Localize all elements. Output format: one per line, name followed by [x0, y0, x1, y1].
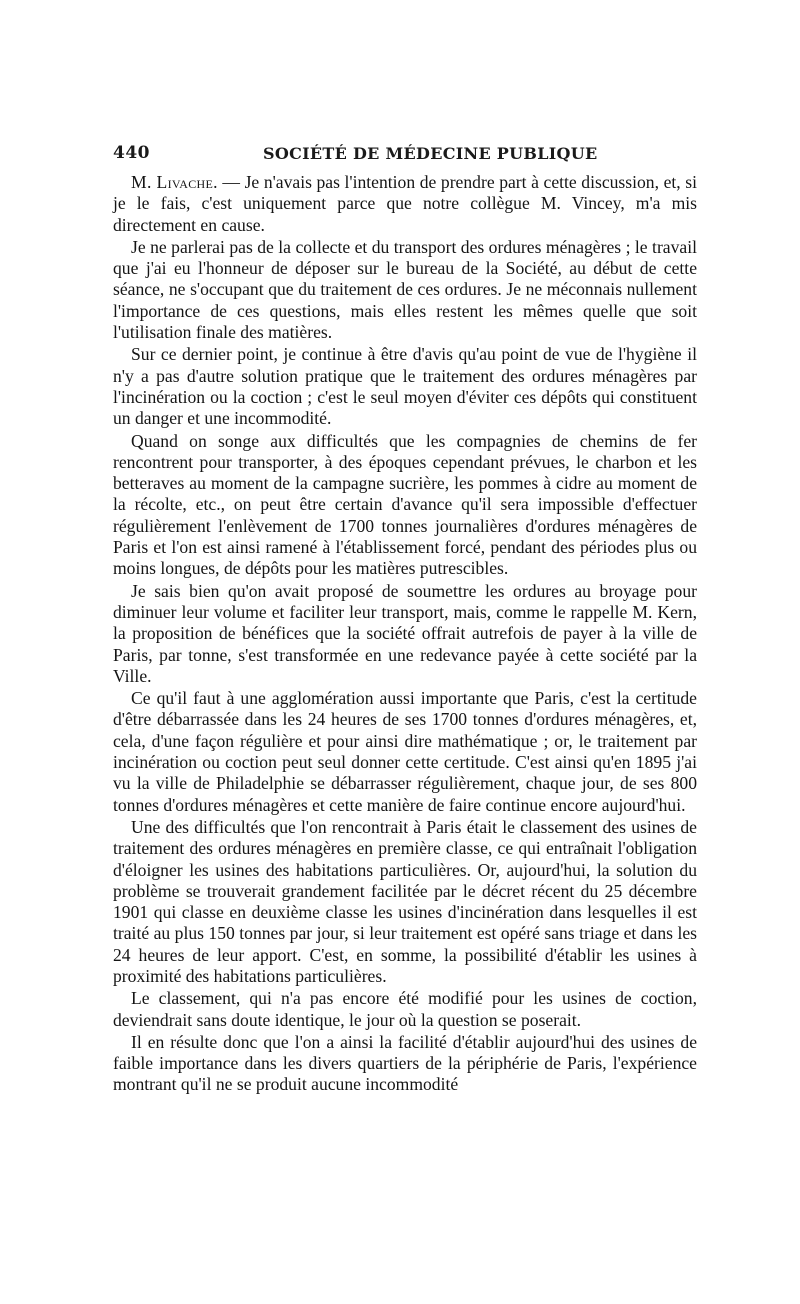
paragraph-1-text: — Je n'avais pas l'intention de prendre part à cette discussion, et, si je le fais, c'est uniquement parce que notre collègue M. Vincey, m'a mis directement en cause. [113, 172, 697, 235]
paragraph-4: Quand on songe aux difficultés que les compagnies de chemins de fer rencontrent pour transporter, à des époques cependant prévues, le charbon et les betteraves au moment de la campagne sucrière, les pommes à cidre au moment de la récolte, etc., on peut être certain d'avance qu'il sera impossible d'effectuer régulièrement l'enlèvement de 1700 tonnes journalières d'ordures ménagères de Paris et l'on est ainsi ramené à l'établissement forcé, pendant des périodes plus ou moins longues, de dépôts pour les matières putrescibles. [113, 430, 697, 579]
paragraph-5: Je sais bien qu'on avait proposé de soumettre les ordures au broyage pour diminuer leur volume et faciliter leur transport, mais, comme le rappelle M. Kern, la proposition de bénéfices que la société offrait autrefois de payer à la ville de Paris, par tonne, s'est transformée en une redevance payée à cette société par la Ville. [113, 580, 697, 686]
paragraph-1 [113, 172, 697, 236]
paragraph-2: Je ne parlerai pas de la collecte et du transport des ordures ménagères ; le travail que j'ai eu l'honneur de déposer sur le bureau de la Société, au début de cette séance, ne s'occupant que du traitement de ces ordures. Je ne méconnais nullement l'importance de ces questions, mais elles restent les mêmes quelle que soit l'utilisation finale des matières. [113, 236, 697, 343]
paragraph-8: Le classement, qui n'a pas encore été modifié pour les usines de coction, deviendrait sans doute identique, le jour où la question se poserait. [113, 988, 697, 1030]
body-text [113, 172, 697, 1097]
paragraph-3: Sur ce dernier point, je continue à être d'avis qu'au point de vue de l'hygiène il n'y a pas d'autre solution pratique que le traitement des ordures ménagères par l'incinération ou la coction ; c'est le seul moyen d'éviter ces dépôts qui constituent un danger et une incommodité. [113, 344, 697, 429]
paragraph-7: Une des difficultés que l'on rencontrait à Paris était le classement des usines de traitement des ordures ménagères en première classe, ce qui entraînait l'obligation d'éloigner les usines des habitations particulières. Or, aujourd'hui, la solution du problème se trouverait grandement facilitée par le décret récent du 25 décembre 1901 qui classe en deuxième classe les usines d'incinération dans lesquelles il est traité au plus 150 tonnes par jour, si leur traitement est opéré sans triage et dans les 24 heures de leur apport. C'est, en somme, la possibilité d'établir les usines à proximité des habitations particulières. [113, 816, 697, 986]
page-header [113, 143, 695, 169]
paragraph-6: Ce qu'il faut à une agglomération aussi importante que Paris, c'est la certitude d'être débarrassée dans les 24 heures de ses 1700 tonnes d'ordures ménagères, et, cela, d'une façon régulière et pour ainsi dire mathématique ; or, le traitement par incinération ou coction peut seul donner cette certitude. C'est ainsi qu'en 1895 j'ai vu la ville de Philadelphie se débarrasser régulièrement, chaque jour, de ses 800 tonnes d'ordures ménagères et cette manière de faire continue encore aujourd'hui. [113, 688, 697, 815]
running-title: SOCIÉTÉ DE MÉDECINE PUBLIQUE [263, 144, 598, 163]
page-number: 440 [113, 143, 150, 163]
paragraph-9: Il en résulte donc que l'on a ainsi la facilité d'établir aujourd'hui des usines de faible importance dans les divers quartiers de la périphérie de Paris, l'expérience montrant qu'il ne se produit aucune incommodité [113, 1031, 697, 1095]
speaker-name: M. Livache. [131, 172, 218, 192]
